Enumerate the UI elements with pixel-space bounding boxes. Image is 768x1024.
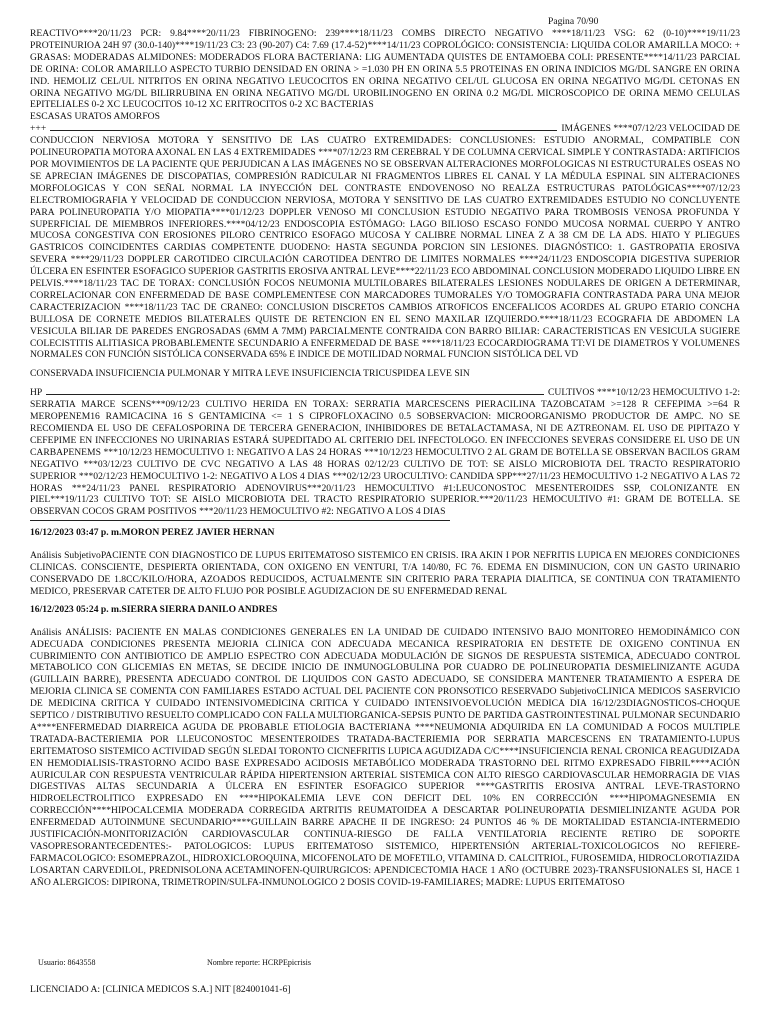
imaging-lead: IMÁGENES ****07/12/23 VELOCIDAD DE [561,123,740,135]
cultures-section-header [30,387,740,399]
separator-rule [50,130,557,131]
separator-marker: +++ [30,123,47,135]
footer-user: Usuario: 8643558 [38,958,96,967]
note-body-1: Análisis SubjetivoPACIENTE CON DIAGNOSTICO DE LUPUS ERITEMATOSO SISTEMICO EN CRISIS. IRA AKIN I POR NEFRITIS LUPICA EN MEJORES CONDICIONES CLINICAS. CONSCIENTE, DESPIERTA ORIENTADA, CON OXIGENO EN VENTURI, T/A 140/80, FC 76. EDEMA EN DISMINUCION, CON UN GASTO URINARIO CONSERVADO DE 1.8CC/KILO/HORA, AZOADOS REDUCIDOS, ACTUALMENTE SIN CRITERIO PARA TERAPIA DIALITICA, SE CONTINUA CON TRATAMIENTO MEDICO, PRESERVAR CATETER DE ALTO FLUJO POR POSIBLE AGUDIZACION DE SU ENFERMEDAD RENAL [30,550,740,597]
footer-report-name: Nombre reporte: HCRPEpicrisis [207,958,311,967]
echo-conclusion: CONSERVADA INSUFICIENCIA PULMONAR Y MITRA LEVE INSUFICIENCIA TRICUSPIDEA LEVE SIN [30,368,470,380]
note-heading-1: 16/12/2023 03:47 p. m.MORON PEREZ JAVIER HERNAN [30,527,275,539]
separator-marker-hp: HP [30,387,43,399]
page-number: Pagina 70/90 [548,16,599,27]
labs-paragraph: REACTIVO****20/11/23 PCR: 9.84****20/11/23 FIBRINOGENO: 239****18/11/23 COMBS DIRECTO NEGATIVO ****18/11/23 VSG: 62 (0-10)****19/11/23 PROTEINURIOA 24H 97 (30.0-140)****19/11/23 C3: 23 (90-207) C4: 7.69 (17.4-52)****14/11/23 COPROLÓGICO: CONSISTENCIA: LIQUIDA COLOR AMARILLA MOCO: + GRASAS: MODERADAS ALMIDONES: MODERADOS FLORA BACTERIANA: LIG AUMENTADA QUISTES DE ENTAMOEBA COLI: PRESENTE****14/11/23 PARCIAL DE ORINA: COLOR AMARILLO ASPECTO TURBIO DENSIDAD EN ORINA > =1.030 PH EN ORINA 5.5 PROTEINAS EN ORINA INDICIOS MG/DL SANGRE EN ORINA IND. HEMOLIZ CEL/UL NITRITOS EN ORINA NEGATIVO LEUCOCITOS EN ORINA NEGATIVO CEL/UL GLUCOSA EN ORINA NEGATIVO MG/DL CETONAS EN ORINA NEGATIVO MG/DL BILIRRUBINA EN ORINA NEGATIVO MG/DL UROBILINOGENO EN ORINA 0.2 MG/DL MICROSCOPICO DE ORINA MEMO CELULAS EPITELIALES 0-2 XC LEUCOCITOS 10-12 XC ERITROCITOS 0-2 XC BACTERIAS [30,28,740,111]
labs-tail: ESCASAS URATOS AMORFOS [30,111,160,123]
cultures-paragraph: SERRATIA MARCE SCENS***09/12/23 CULTIVO HERIDA EN TORAX: SERRATIA MARCESCENS PIERACILINA TAZOBCATAM >=128 R CEFEPIMA >=64 R MEROPENEM16 RAMICACINA 16 S GENTAMICINA <= 1 S CIPROFLOXACINO 0.5 SOBSERVACION: MICROORGANISMO PRODUCTOR DE AMPC. NO SE RECOMIENDA EL USO DE CEFALOSPORINA DE TERCERA GENERACION, INHIBIDORES DE BETALACTAMASA, NI DE AZTREONAM. EL USO DE PIPITAZO Y CEFEPIME EN INFECCIONES NO URINARIAS ESTARÁ SUPEDITADO AL CRITERIO DEL INFECTOLOGO. EN INFECCIONES SEVERAS CONSIDERE EL USO DE UN CARBAPENEMS ***10/12/23 HEMOCULTIVO 1: NEGATIVO A LAS 24 HORAS ***10/12/23 HEMOCULTIVO 2 AL GRAM DE BOTELLA SE OBSERVAN BACILOS GRAM NEGATIVO ***03/12/23 CULTIVO DE CVC NEGATIVO A LAS 48 HORAS 02/12/23 CULTIVO DE TOT: SE AISLO MICROBIOTA DEL TRACTO RESPIRATORIO SUPERIOR ***02/12/23 HEMOCULTIVO 1-2: NEGATIVO A LOS 4 DIAS ***02/12/23 UROCULTIVO: CANDIDA SPP***27/11/23 HEMOCULTIVO 1-2 NEGATIVO A LAS 72 HORAS ***24/11/23 PANEL RESPIRATORIO ADENOVIRUS***20/11/23 HEMOCULTIVO #1:LEUCONOSTOC MESENTEROIDES SSP, COLONIZANTE EN PIEL***19/11/23 CULTIVO TOT: SE AISLO MICROBIOTA DEL TRACTO RESPIRATORIO SUPERIOR.***20/11/23 HEMOCULTIVO #1: GRAM DE BOTELLA. SE OBSERVAN COCOS GRAM POSITIVOS ***20/11/23 HEMOCULTIVO #2: NEGATIVO A LOS 4 DIAS [30,399,740,518]
footer-license: LICENCIADO A: [CLINICA MEDICOS S.A.] NIT [824001041-6] [30,984,291,995]
imaging-section-header [30,123,740,135]
document-body [30,28,740,889]
note-heading-2: 16/12/2023 05:24 p. m.SIERRA SIERRA DANILO ANDRES [30,603,278,615]
cultures-lead: CULTIVOS ****10/12/23 HEMOCULTIVO 1-2: [548,387,740,399]
section-divider [30,520,450,521]
note-body-2: Análisis ANÁLISIS: PACIENTE EN MALAS CONDICIONES GENERALES EN LA UNIDAD DE CUIDADO INTENSIVO BAJO MONITOREO HEMODINÁMICO CON ADECUADA CONDICIONES PRESENTA MEJORIA CLINICA CON ADECUADA MECANICA RESPIRATORIA EN DESTETE DE OXIGENO CONTINUA EN CUBRIMIENTO CON ANTIBIOTICO DE AMPLIO ESPECTRO CON ADECUADA MODULACIÓN DE SIGNOS DE RESPUESTA SISTEMICA, ADECUADO CONTROL METABOLICO CON GLICEMIAS EN METAS, SE DECIDE INICIO DE INMUNOGLOBULINA POR CUADRO DE POLINEUROPATIA DESMIELINIZANTE AGUDA (GUILLAIN BARRE), PRESENTA ADECUADO CONTROL DE LIQUIDOS CON GASTO ADECUADO, SE CONSIDERA MANTENER TRATAMIENTO A ESPERA DE MEJORIA CLINICA SE COMENTA CON FAMILIARES ESTADO ACTUAL DEL PACIENTE CON PRONSOTICO RESERVADO SubjetivoCLINICA MEDICOS SASERVICIO DE MEDICINA CRITICA Y CUIDADO INTENSIVOMEDICINA CRITICA Y CUIDADO INTENSIVOEVOLUCIÓN MEDICA DIA 16/12/23DIAGNOSTICOS-CHOQUE SEPTICO / DISTRIBUTIVO RESUELTO COMPLICADO CON FALLA MULTIORGANICA-SEPSIS PUNTO DE PARTIDA GASTROINTESTINAL PULMONAR SECUNDARIO A****ENFERMEDAD DIARREICA AGUDA DE PROBABLE ETIOLOGIA BACTERIANA ****NEUMONIA ADQUIRIDA EN LA COMUNIDAD A FOCOS MULTIPLE TRATADA-BACTERIEMIA POR LLEUCONOSTOC MESENTEROIDES TRATADA-BACTERIEMIA POR SERRATIA MARCESCENS EN TRATAMIENTO-LUPUS ERITEMATOSO SISTEMICO ACTIVIDAD SEGÚN SLEDAI TORONTO CICNEFRITIS LUPICA AGUDIZADA C/C****INSUFICIENCIA RENAL CRONICA REAGUDIZADA EN HEMODIALISIS-TRASTORNO ACIDO BASE EXPRESADO ACIDOSIS METABÓLICO MODERADA TRASTORNO DEL RITMO EXPRESADO FIBRIL****ACIÓN AURICULAR CON RESPUESTA VENTRICULAR RÁPIDA HIPERTENSION ARTERIAL SISTEMICA CON ALTO RIESGO CARDIOVASCULAR HEMORRAGIA DE VIAS DIGESTIVAS ALTAS SECUNDARIA A ÚLCERA EN ESFINTER ESOFAGICO SUPERIOR ****GASTRITIS EROSIVA ANTRAL LEVE-TRASTORNO HIDROELECTROLITICO EXPRESADO EN ****HIPOKALEMIA LEVE CON DEFICIT DEL 10% EN CORRECCIÓN ****HIPOMAGNESEMIA EN CORRECCIÓN****HIPOCALCEMIA MODERADA CORREGIDA ARTRITIS REUMATOIDEA A DESCARTAR POLINEUROPATIA DESMIELINIZANTE AGUDA POR ENFERMEDAD AUTOINMUNE SECUNDARIO****GUILLAIN BARRE APACHE II DE INGRESO: 24 PUNTOS 46 % DE MORTALIDAD ESTANCIA-INTERMEDIO JUSTIFICACIÓN-MONITORIZACIÓN CARDIOVASCULAR CONTINUA-RIESGO DE FALLA VENTILATORIA RECIENTE RETIRO DE SOPORTE VASOPRESORANTECEDENTES:- PATOLOGICOS: LUPUS ERITEMATOSO SISTEMICO, HIPERTENSIÓN ARTERIAL-TOXICOLOGICOS NO REFIERE-FARMACOLOGICO: ESOMEPRAZOL, HIDROXICLOROQUINA, MICOFENOLATO DE MOFETILO, VITAMINA D. CALCITRIOL, FUROSEMIDA, HIDROCLOROTIAZIDA LOSARTAN CARVEDILOL, PREDNISOLONA ACETAMINOFEN-QUIRURGICOS: APENDICECTOMIA HACE 1 AÑO (OCTUBRE 2023)-TRANSFUSIONALES SI, HACE 1 AÑO ALERGICOS: DIPIRONA, TRIMETROPIN/SULFA-INMUNOLOGICO 2 DOSIS COVID-19-FAMILIARES; MADRE: LUPUS ERITEMATOSO [30,626,740,888]
imaging-paragraph: CONDUCCION NERVIOSA MOTORA Y SENSITIVO DE LAS CUATRO EXTREMIDADES: CONCLUSIONES: ESTUDIO ANORMAL, COMPATIBLE CON POLINEUROPATIA MOTORA AXONAL EN LAS 4 EXTREMIDADES ****07/12/23 RM CEREBRAL Y DE COLUMNA CERVICAL SIMPLE Y CONTRASTADA: ARTIFICIOS POR MOVIMIENTOS DE LA PACIENTE QUE PERJUDICAN A LAS IMÁGENES NO SE OBSERVAN ALTERACIONES MORFOLOGICAS NI ESTRUCTURALES OSEAS NO SE APRECIAN IMÁGENES DE DISCOPATIAS, COMPRESIÓN RADICULAR NI FRAGMENTOS LIBRES EL CANAL Y LA MÉDULA ESPINAL SIN ALTERACIONES MORFOLOGICAS Y CON SEÑAL NORMAL LA INYECCIÓN DEL CONTRASTE ENDOVENOSO NO REALZA ESTRUCTURAS PATOLÓGICAS****07/12/23 ELECTROMIOGRAFIA Y VELOCIDAD DE CONDUCCION NERVIOSA, MOTORA Y SENSITIVO DE LAS CUATRO EXTREMIDADES ESTUDIO NO CONCLUYENTE PARA POLINEUROPATIA Y/O MIOPATIA****01/12/23 DOPPLER VENOSO MI CONCLUSION ESTUDIO NEGATIVO PARA TROMBOSIS VENOSA PROFUNDA Y SUPERFICIAL DE MIEMBROS INFERIORES.****04/12/23 ENDOSCOPIA ESTÓMAGO: LAGO BILIOSO ESCASO FONDO MUCOSA NORMAL CUERPO Y ANTRO MUCOSA CONGESTIVA CON EROSIONES PILORO CENTRICO ESOFAGO MUCOSA Y CALIBRE NORMAL LINEA Z A 38 CM DE LA ADS. HIATO Y PLIEGUES GASTRICOS COINCIDENTES CARDIAS COMPETENTE DUODENO: HASTA SEGUNDA PORCION SIN LESIONES. DIAGNÓSTICO: 1. GASTROPATIA EROSIVA SEVERA ****29/11/23 DOPPLER CAROTIDEO CIRCULACIÓN CAROTIDEA DENTRO DE LIMITES NORMALES ****24/11/23 ENDOSCOPIA DIGESTIVA SUPERIOR ÚLCERA EN ESFINTER ESOFAGICO SUPERIOR GASTRITIS EROSIVA ANTRAL LEVE****22/11/23 ECO ABDOMINAL CONCLUSION MODERADO LIQUIDO LIBRE EN PELVIS.****18/11/23 TAC DE TORAX: CONCLUSIÓN FOCOS NEUMONIA MULTILOBARES BILATERALES LESIONES NODULARES DE ORIGEN A DETERMINAR, CORRELACIONAR CON ENFERMEDAD DE BASE COMPLEMENTESE CON MARCADORES TUMORALES Y/O TOMOGRAFIA CONTRASTADA PARA UNA MEJOR CARACTERIZACION ****18/11/23 TAC DE CRANEO: CONCLUSION DISCRETOS CAMBIOS ATROFICOS ENCEFALICOS ACORDES AL GRUPO ETARIO CONCHA BULLOSA DE CORNETE MEDIOS BILATERALES QUISTE DE RETENCION EN EL SENO MAXILAR IZQUIERDO.****18/11/23 ECOGRAFIA DE ABDOMEN LA VESICULA BILIAR DE PAREDES ENGROSADAS (6MM A 7MM) PARCIALMENTE CONTRAIDA CON BARRO BILIAR: CARACTERISTICAS EN VESICULA SUGIERE COLECISTITIS ALITIASICA PROBABLEMENTE SECUNDARIO A ENFERMEDAD DE BASE ****18/11/23 ECOCARDIOGRAMA TT:VI DE DIAMETROS Y VOLUMENES NORMALES CON FUNCIÓN SISTÓLICA CONSERVADA 65% E INDICE DE MOTILIDAD NORMAL FUNCION SISTÓLICA DEL VD [30,135,740,361]
separator-rule [46,394,544,395]
